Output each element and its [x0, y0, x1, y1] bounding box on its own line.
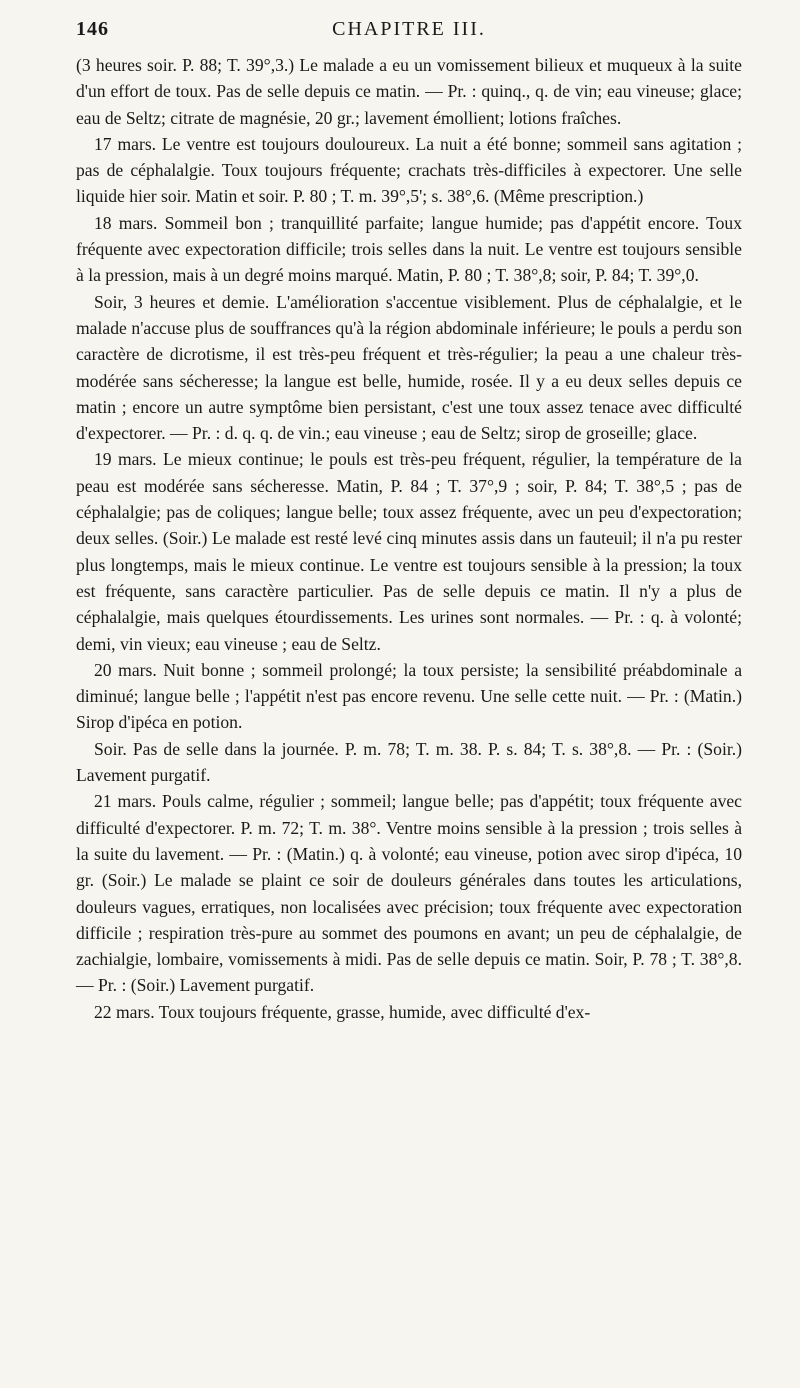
- paragraph-20-mars-soir: Soir. Pas de selle dans la journée. P. m. 78; T. m. 38. P. s. 84; T. s. 38°,8. — Pr. : (Soir.) Lavement purgatif.: [76, 738, 742, 786]
- paragraph-22-mars: 22 mars. Toux toujours fréquente, grasse, humide, avec difficulté d'ex-: [94, 1001, 591, 1022]
- running-head: CHAPITRE III.: [332, 18, 486, 40]
- page-number: 146: [76, 18, 109, 40]
- paragraph-19-mars: 19 mars. Le mieux continue; le pouls est très-peu fréquent, régulier, la température de la peau est modérée sans sécheresse. Matin, P. 84 ; T. 37°,9 ; soir, P. 84; T. 38°,5 ; pas de céphalalgie; pas de coliques; langue belle; toux assez fréquente, avec un peu d'expectoration; deux selles. (Soir.) Le malade est resté levé cinq minutes assis dans un fauteuil; il n'a pu rester plus longtemps, mais le mieux continue. Le ventre est toujours sensible à la pression; la toux est fréquente, sans caractère particulier. Pas de selle depuis ce matin. Il n'y a plus de céphalalgie, mais quelques étourdissements. Les urines sont normales. — Pr. : q. à volonté; demi, vin vieux; eau vineuse ; eau de Seltz.: [76, 449, 742, 654]
- paragraph-18-mars-soir: Soir, 3 heures et demie. L'amélioration s'accentue visiblement. Plus de céphalalgie, et le malade n'accuse plus de souffrances qu'à la région abdominale inférieure; le pouls a perdu son caractère de dicrotisme, il est très-peu fréquent et très-régulier; la peau a une chaleur très-modérée sans sécheresse; la langue est belle, humide, rosée. Il y a eu deux selles depuis ce matin ; encore un autre symptôme bien persistant, c'est une toux assez tenace avec difficulté d'expectorer. — Pr. : d. q. q. de vin.; eau vineuse ; eau de Seltz; sirop de groseille; glace.: [76, 291, 742, 444]
- page-header: [76, 0, 742, 46]
- body-text: [76, 52, 742, 1025]
- paragraph-3-heures-soir: (3 heures soir. P. 88; T. 39°,3.) Le malade a eu un vomissement bilieux et muqueux à la suite d'un effort de toux. Pas de selle depuis ce matin. — Pr. : quinq., q. de vin; eau vineuse; glace; eau de Seltz; citrate de magnésie, 20 gr.; lavement émollient; lotions fraîches.: [76, 55, 742, 128]
- paragraph-17-mars: 17 mars. Le ventre est toujours douloureux. La nuit a été bonne; sommeil sans agitation ; pas de céphalalgie. Toux toujours fréquente; crachats très-difficiles à expectorer. Une selle liquide hier soir. Matin et soir. P. 80 ; T. m. 39°,5'; s. 38°,6. (Même prescription.): [76, 133, 742, 207]
- paragraph-20-mars: 20 mars. Nuit bonne ; sommeil prolongé; la toux persiste; la sensibilité préabdominale a diminué; langue belle ; l'appétit n'est pas encore revenu. Une selle cette nuit. — Pr. : (Matin.) Sirop d'ipéca en potion.: [76, 659, 742, 733]
- paragraph-18-mars: 18 mars. Sommeil bon ; tranquillité parfaite; langue humide; pas d'appétit encore. Toux fréquente avec expectoration difficile; trois selles dans la nuit. Le ventre est toujours sensible à la pression, mais à un degré moins marqué. Matin, P. 80 ; T. 38°,8; soir, P. 84; T. 39°,0.: [76, 212, 742, 286]
- paragraph-21-mars: 21 mars. Pouls calme, régulier ; sommeil; langue belle; pas d'appétit; toux fréquente avec difficulté d'expectorer. P. m. 72; T. m. 38°. Ventre moins sensible à la pression ; trois selles à la suite du lavement. — Pr. : (Matin.) q. à volonté; eau vineuse, potion avec sirop d'ipéca, 10 gr. (Soir.) Le malade se plaint ce soir de douleurs générales dans toutes les articulations, douleurs vagues, erratiques, non localisées avec précision; toux fréquente avec expectoration difficile ; respiration très-pure au sommet des poumons en avant; un peu de céphalalgie, de zachialgie, lombaire, vomissements à midi. Pas de selle depuis ce matin. Soir, P. 78 ; T. 38°,8. — Pr. : (Soir.) Lavement purgatif.: [76, 791, 742, 996]
